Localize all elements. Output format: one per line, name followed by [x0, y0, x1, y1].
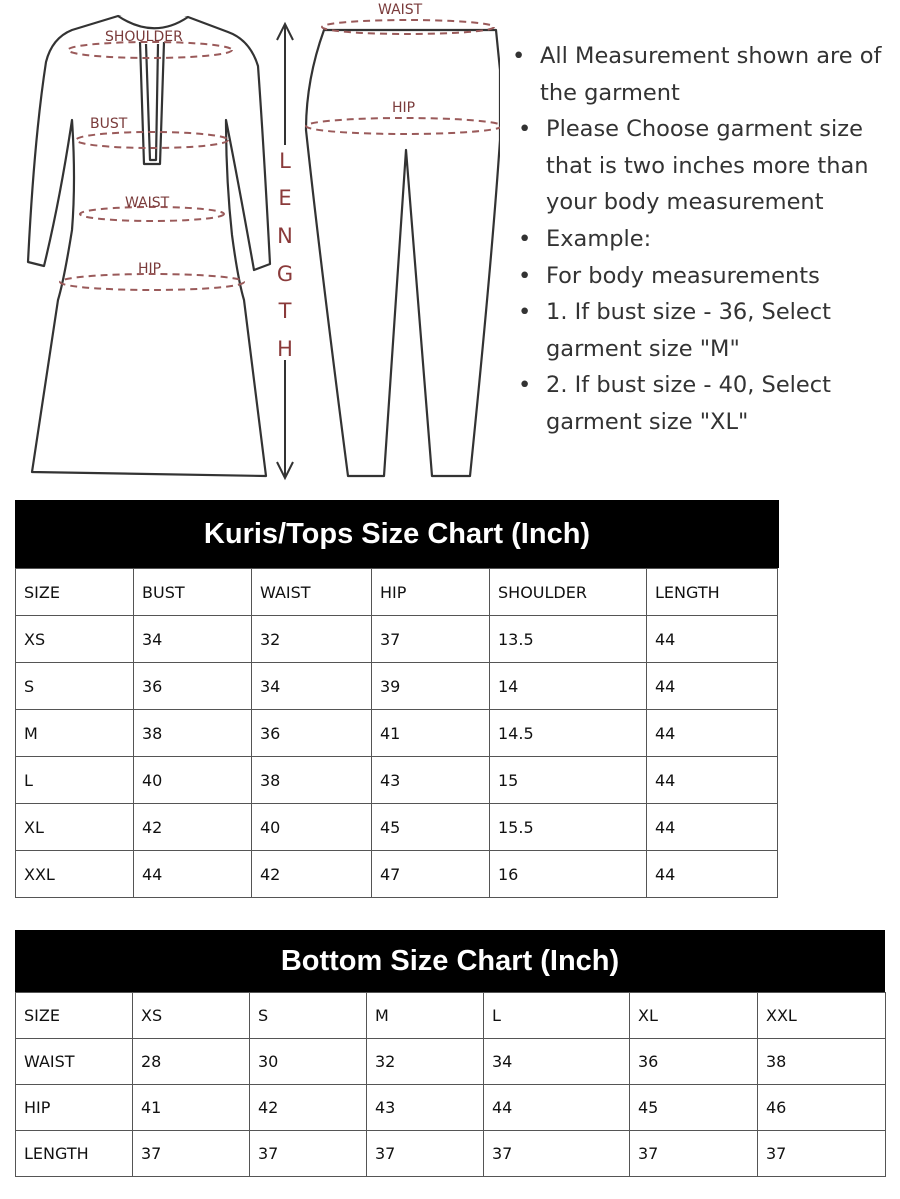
table-cell: XS	[133, 993, 250, 1039]
tops-chart-title: Kuris/Tops Size Chart (Inch)	[15, 500, 779, 568]
table-cell: L	[16, 757, 134, 804]
header-cell: BUST	[134, 569, 252, 616]
note-item: • 1. If bust size - 36, Select garment size "M"	[518, 299, 831, 362]
table-cell: 47	[372, 851, 490, 898]
table-cell: 32	[367, 1039, 484, 1085]
table-cell: 36	[630, 1039, 758, 1085]
waist-label: WAIST	[125, 195, 170, 211]
length-letter: E	[278, 186, 292, 210]
table-cell: 43	[367, 1085, 484, 1131]
row-header-cell: WAIST	[16, 1039, 133, 1085]
measurement-notes	[508, 38, 900, 441]
table-cell: 45	[372, 804, 490, 851]
bust-label: BUST	[90, 116, 128, 132]
table-cell: 44	[647, 710, 778, 757]
garment-illustration	[0, 0, 500, 495]
note-item: • All Measurement shown are of the garment	[512, 43, 882, 106]
note-text: 1. If bust size - 36, Select garment size "M"	[546, 299, 831, 362]
table-row	[16, 1039, 886, 1085]
table-cell: 32	[252, 616, 372, 663]
length-letter: G	[276, 262, 294, 286]
table-row	[16, 757, 778, 804]
table-cell: 36	[134, 663, 252, 710]
length-letter: N	[277, 224, 293, 248]
kurti-drawing	[28, 16, 270, 476]
table-cell: XS	[16, 616, 134, 663]
table-row	[16, 993, 886, 1039]
table-cell: 45	[630, 1085, 758, 1131]
table-cell: L	[484, 993, 630, 1039]
table-cell: 44	[647, 757, 778, 804]
table-cell: 37	[372, 616, 490, 663]
table-cell: XL	[16, 804, 134, 851]
table-row	[16, 851, 778, 898]
length-letter: T	[278, 299, 292, 323]
table-cell: 37	[133, 1131, 250, 1177]
table-cell: 38	[758, 1039, 886, 1085]
length-arrow	[272, 24, 298, 478]
table-cell: 44	[647, 851, 778, 898]
table-cell: 15.5	[490, 804, 647, 851]
header-cell: SHOULDER	[490, 569, 647, 616]
pants-waist-label: WAIST	[378, 2, 423, 18]
hip-label: HIP	[138, 261, 162, 277]
tops-size-table	[15, 568, 778, 898]
note-text: 2. If bust size - 40, Select garment size "XL"	[546, 372, 831, 435]
table-cell: 44	[647, 804, 778, 851]
row-header-cell: HIP	[16, 1085, 133, 1131]
bottom-size-table	[15, 992, 886, 1177]
table-row	[16, 1085, 886, 1131]
table-cell: 41	[372, 710, 490, 757]
table-cell: 34	[484, 1039, 630, 1085]
table-cell: 37	[758, 1131, 886, 1177]
table-cell: 42	[252, 851, 372, 898]
table-cell: 14.5	[490, 710, 647, 757]
table-cell: 15	[490, 757, 647, 804]
table-cell: 16	[490, 851, 647, 898]
table-cell: 44	[647, 616, 778, 663]
table-row	[16, 710, 778, 757]
table-cell: 44	[484, 1085, 630, 1131]
table-cell: 37	[367, 1131, 484, 1177]
table-cell: 42	[250, 1085, 367, 1131]
pants-hip-label: HIP	[392, 100, 416, 116]
table-row	[16, 804, 778, 851]
note-item: • 2. If bust size - 40, Select garment size "XL"	[518, 372, 831, 435]
note-item: • Please Choose garment size that is two inches more than your body measurement	[518, 116, 869, 216]
row-header-cell: SIZE	[16, 993, 133, 1039]
table-cell: 44	[134, 851, 252, 898]
table-cell: 34	[134, 616, 252, 663]
bottom-chart-title: Bottom Size Chart (Inch)	[15, 930, 885, 992]
table-cell: 38	[134, 710, 252, 757]
table-row	[16, 1131, 886, 1177]
length-letter: L	[279, 149, 291, 173]
table-header-row	[16, 569, 778, 616]
table-cell: 13.5	[490, 616, 647, 663]
table-cell: 43	[372, 757, 490, 804]
table-cell: 14	[490, 663, 647, 710]
table-cell: M	[16, 710, 134, 757]
note-text: All Measurement shown are of the garment	[540, 43, 882, 106]
table-cell: 38	[252, 757, 372, 804]
table-row	[16, 616, 778, 663]
table-cell: 41	[133, 1085, 250, 1131]
note-item: • Example:	[518, 225, 652, 252]
row-header-cell: LENGTH	[16, 1131, 133, 1177]
note-text: Example:	[546, 225, 652, 252]
table-cell: 37	[630, 1131, 758, 1177]
table-cell: 44	[647, 663, 778, 710]
table-cell: 37	[250, 1131, 367, 1177]
table-cell: 39	[372, 663, 490, 710]
table-cell: XL	[630, 993, 758, 1039]
table-cell: 34	[252, 663, 372, 710]
table-cell: 36	[252, 710, 372, 757]
header-cell: WAIST	[252, 569, 372, 616]
length-letter: H	[277, 337, 293, 361]
note-text: For body measurements	[546, 262, 820, 289]
table-row	[16, 663, 778, 710]
note-text: Please Choose garment size that is two inches more than your body measurement	[546, 116, 869, 216]
table-cell: S	[16, 663, 134, 710]
table-cell: 37	[484, 1131, 630, 1177]
table-cell: 40	[252, 804, 372, 851]
header-cell: SIZE	[16, 569, 134, 616]
table-cell: 46	[758, 1085, 886, 1131]
table-cell: XXL	[16, 851, 134, 898]
table-cell: 42	[134, 804, 252, 851]
table-cell: S	[250, 993, 367, 1039]
table-cell: 28	[133, 1039, 250, 1085]
table-cell: 40	[134, 757, 252, 804]
table-cell: M	[367, 993, 484, 1039]
header-cell: LENGTH	[647, 569, 778, 616]
note-item: • For body measurements	[518, 262, 820, 289]
header-cell: HIP	[372, 569, 490, 616]
pants-drawing	[306, 2, 500, 476]
shoulder-label: SHOULDER	[105, 29, 183, 45]
table-cell: 30	[250, 1039, 367, 1085]
table-cell: XXL	[758, 993, 886, 1039]
